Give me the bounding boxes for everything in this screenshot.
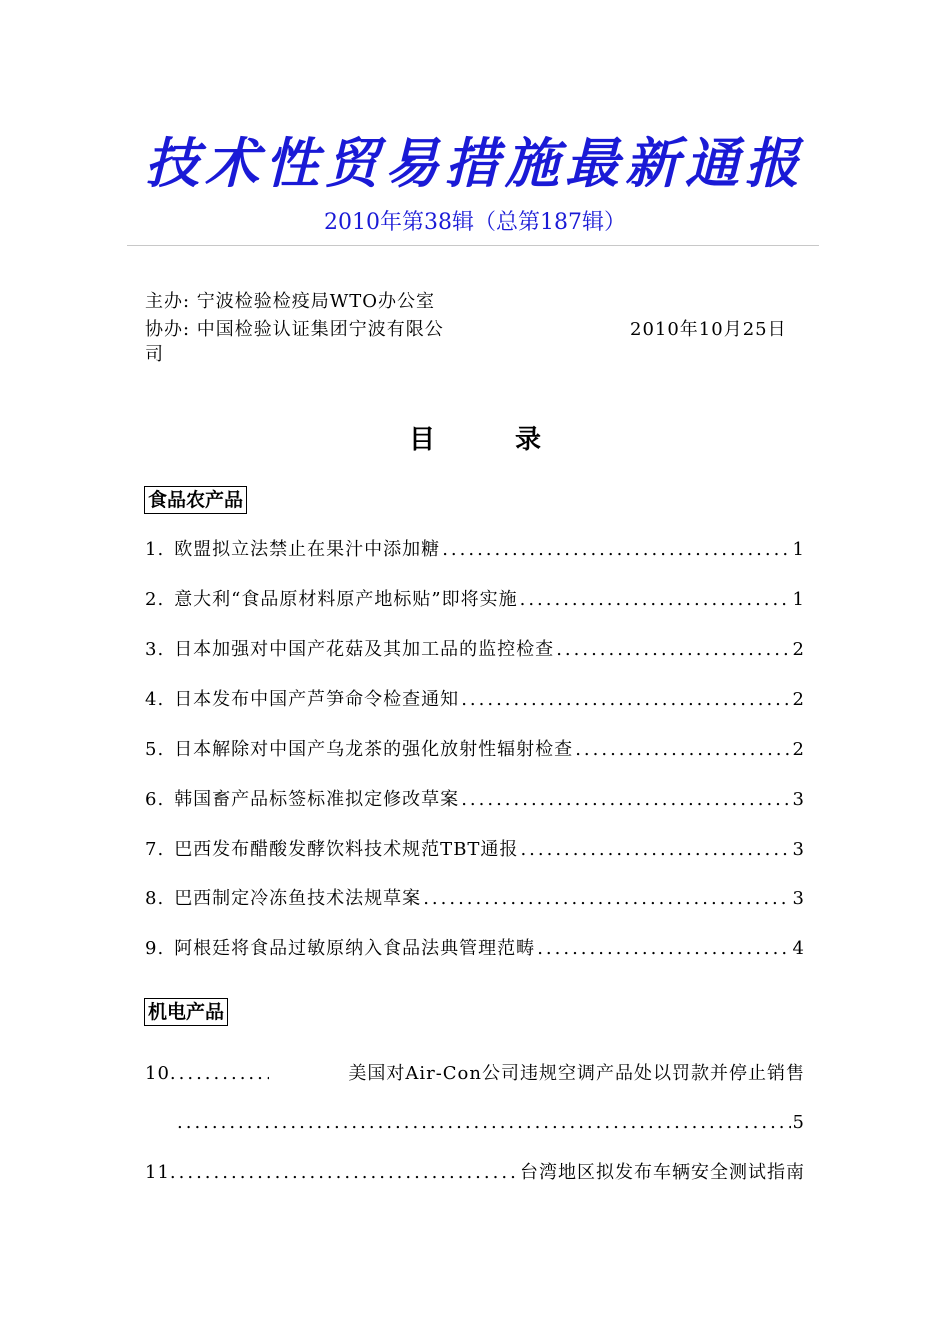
toc-entry-page: 1 bbox=[792, 589, 805, 610]
toc-entry-text: 日本加强对中国产花菇及其加工品的监控检查 bbox=[174, 639, 555, 660]
section-heading-food: 食品农产品 bbox=[144, 486, 247, 514]
toc-entry-number: 11. bbox=[145, 1162, 177, 1183]
toc-leader-dots bbox=[556, 637, 790, 663]
toc-leader-dots bbox=[537, 936, 790, 962]
toc-leader-dots bbox=[179, 1160, 518, 1186]
toc-leader-dots bbox=[575, 737, 790, 763]
toc-entry-number: 10. bbox=[145, 1063, 177, 1084]
toc-entry-text: 巴西制定冷冻鱼技术法规草案 bbox=[174, 888, 422, 909]
toc-entry-text: 台湾地区拟发布车辆安全测试指南 bbox=[520, 1162, 805, 1183]
organizer-line: 主办: 宁波检验检疫局WTO办公室 bbox=[145, 291, 436, 312]
toc-entry-number: 2. bbox=[145, 589, 165, 610]
toc-entry-number: 1. bbox=[145, 539, 165, 560]
toc-entry[interactable] bbox=[145, 837, 805, 863]
toc-title-char: 目 bbox=[408, 425, 435, 455]
section-heading-electromechanical: 机电产品 bbox=[144, 998, 228, 1026]
co-organizer-line-wrap: 司 bbox=[145, 344, 164, 365]
toc-entry-page: 2 bbox=[792, 689, 805, 710]
toc-entry-text: 巴西发布醋酸发酵饮料技术规范TBT通报 bbox=[174, 839, 519, 860]
toc-entry-text: 阿根廷将食品过敏原纳入食品法典管理范畴 bbox=[174, 938, 536, 959]
toc-entry-text: 美国对Air-Con公司违规空调产品处以罚款并停止销售 bbox=[348, 1063, 805, 1084]
header-divider bbox=[127, 245, 819, 246]
toc-entry-page: 3 bbox=[792, 839, 805, 860]
toc-entry-number: 6. bbox=[145, 789, 165, 810]
bulletin-title: 技术性贸易措施最新通报 bbox=[145, 131, 805, 195]
toc-entry[interactable] bbox=[145, 737, 805, 763]
toc-entry-text: 日本解除对中国产乌龙茶的强化放射性辐射检查 bbox=[174, 739, 574, 760]
toc-entry-text: 日本发布中国产芦笋命令检查通知 bbox=[174, 689, 460, 710]
toc-entry-number: 5. bbox=[145, 739, 165, 760]
co-organizer-line: 协办: 中国检验认证集团宁波有限公 bbox=[145, 319, 444, 340]
toc-entry-number: 7. bbox=[145, 839, 165, 860]
toc-entry-page: 2 bbox=[792, 739, 805, 760]
toc-title-char: 录 bbox=[515, 425, 542, 455]
toc-entry-number: 4. bbox=[145, 689, 165, 710]
toc-entry[interactable] bbox=[145, 537, 805, 563]
toc-entry-page: 4 bbox=[792, 938, 805, 959]
toc-leader-dots bbox=[520, 837, 790, 863]
toc-leader-dots bbox=[520, 587, 791, 613]
toc-entry-continuation[interactable] bbox=[175, 1110, 805, 1136]
toc-entry[interactable] bbox=[145, 936, 805, 962]
toc-entry-page: 5 bbox=[792, 1112, 805, 1133]
toc-entry-number: 3. bbox=[145, 639, 165, 660]
toc-entry-text: 欧盟拟立法禁止在果汁中添加糖 bbox=[174, 539, 441, 560]
toc-leader-dots bbox=[423, 886, 790, 912]
toc-entry[interactable] bbox=[145, 587, 805, 613]
toc-entry[interactable] bbox=[145, 637, 805, 663]
issue-number: 2010年第38辑（总第187辑） bbox=[324, 210, 626, 235]
toc-leader-dots bbox=[179, 1061, 269, 1087]
publish-date: 2010年10月25日 bbox=[630, 319, 787, 340]
toc-leader-dots bbox=[442, 537, 790, 563]
toc-entry-page: 1 bbox=[792, 539, 805, 560]
toc-leader-dots bbox=[461, 787, 790, 813]
toc-entry-text: 韩国畜产品标签标准拟定修改草案 bbox=[174, 789, 460, 810]
toc-entry[interactable] bbox=[145, 787, 805, 813]
toc-leader-dots bbox=[177, 1110, 791, 1136]
toc-entry[interactable] bbox=[145, 1160, 805, 1186]
toc-entry[interactable] bbox=[145, 886, 805, 912]
toc-entry-page: 3 bbox=[792, 888, 805, 909]
toc-entry-page: 2 bbox=[792, 639, 805, 660]
toc-title bbox=[0, 422, 950, 458]
toc-entry-text: 意大利“食品原材料原产地标贴”即将实施 bbox=[174, 589, 518, 610]
toc-leader-dots bbox=[461, 687, 790, 713]
toc-entry[interactable] bbox=[145, 687, 805, 713]
toc-entry-page: 3 bbox=[792, 789, 805, 810]
toc-entry-number: 9. bbox=[145, 938, 165, 959]
toc-entry-number: 8. bbox=[145, 888, 165, 909]
toc-entry[interactable] bbox=[145, 1061, 805, 1087]
